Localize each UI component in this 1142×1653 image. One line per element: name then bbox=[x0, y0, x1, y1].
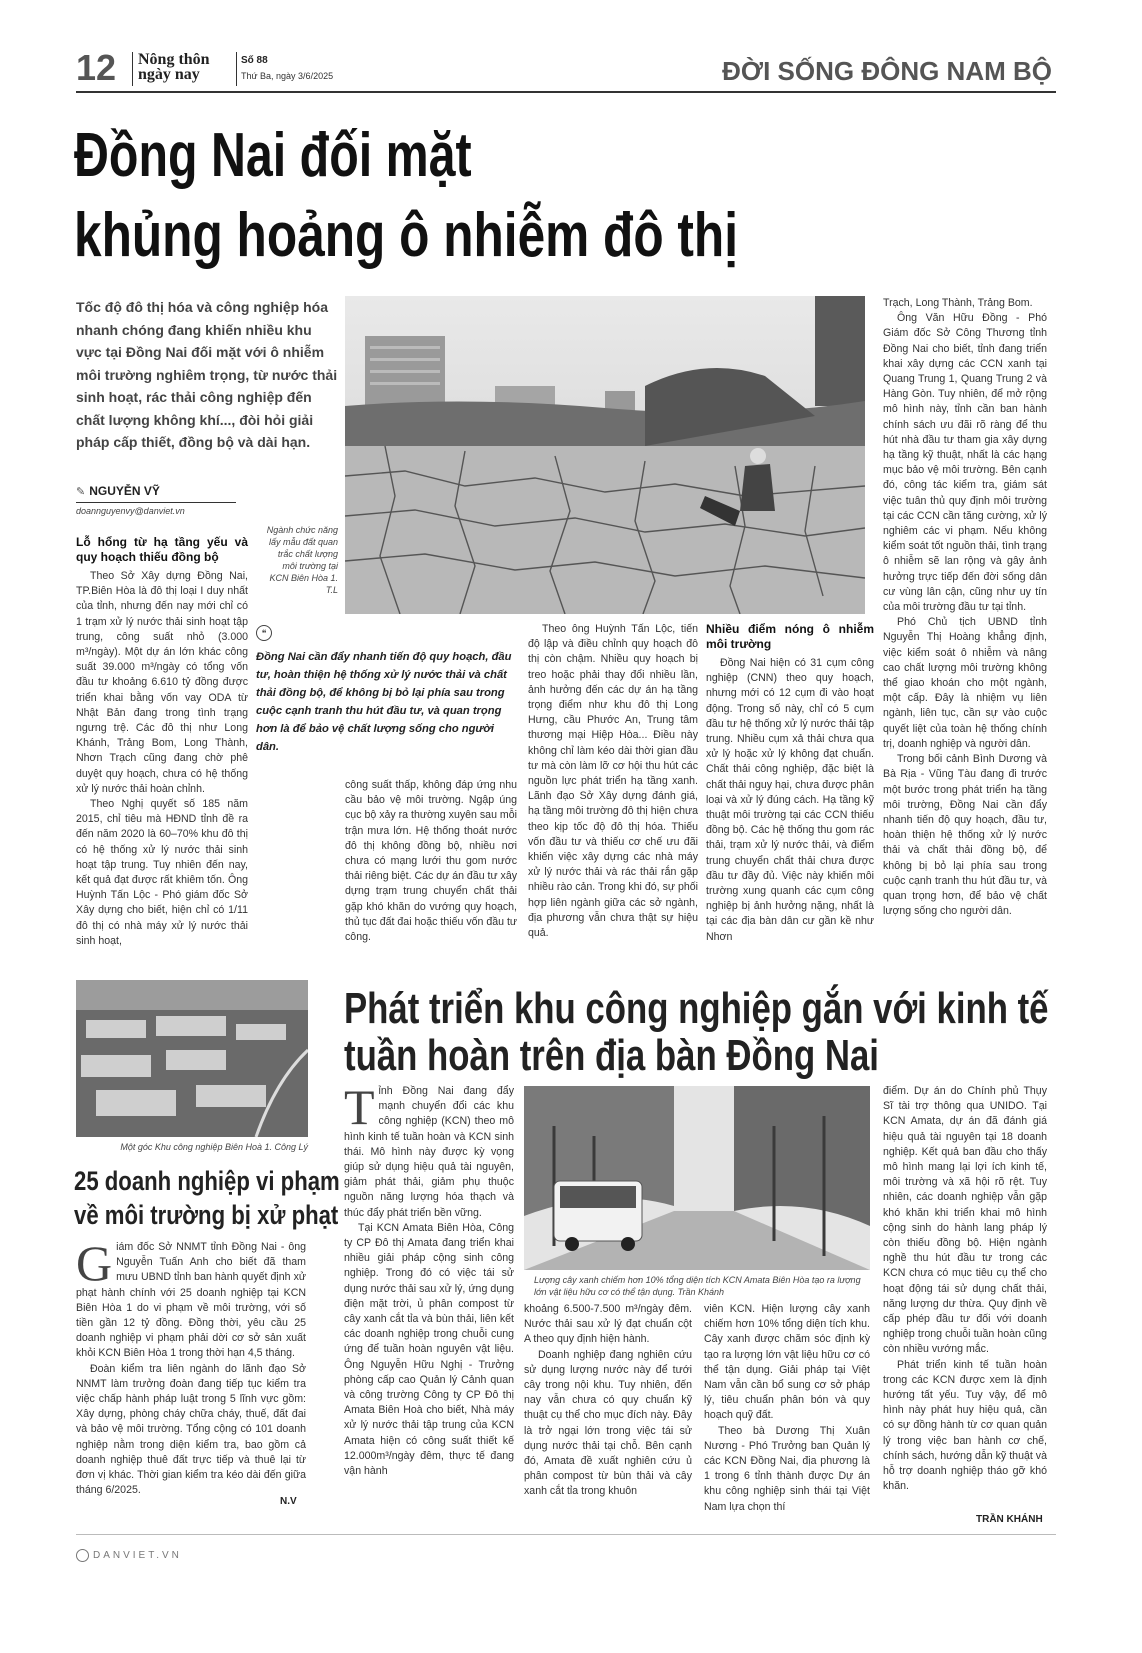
newspaper-logo: Nông thôn ngày nay bbox=[138, 51, 210, 83]
paragraph-text: iám đốc Sở NNMT tỉnh Đồng Nai - ông Nguyễn Tuấn Anh cho biết đã tham mưu UBND tỉnh ban hành quyết định xử phạt hành chính với 25 doanh nghiệp tại KCN Biên Hòa 1 do vi phạm về môi trường, với số tiền gần 12 tỷ đồng. Đồng thời, yêu cầu 25 doanh nghiệp vi phạm phải dời cơ sở sản xuất khỏi KCN Biên Hòa 1 trong thời hạn 4,5 tháng. bbox=[76, 1241, 306, 1360]
road-trees-photo bbox=[524, 1086, 870, 1270]
road-photo-caption: Lượng cây xanh chiếm hơn 10% tổng diện tích KCN Amata Biên Hòa tạo ra lượng lớn vật liệu hữu cơ có thể tận dụng. Trần Khánh bbox=[534, 1275, 861, 1297]
author-email: doannguyenvy@danviet.vn bbox=[76, 502, 236, 516]
paragraph: Trong bối cảnh Bình Dương và Bà Rịa - Vũng Tàu đang đi trước một bước trong phát triển hạ tầng môi trường, Đồng Nai cần đẩy nhanh tiến độ quy hoạch, đầu tư, hoàn thiện hệ thống xử lý nước thải và chất thải đồng bộ, để không bị bỏ lại phía sau trong cuộc cạnh tranh thu hút đầu tư, và quan trọng hơn, để bảo vệ chất lượng sống cho người dân. bbox=[883, 753, 1047, 918]
photo-illustration bbox=[76, 980, 308, 1137]
footer-rule bbox=[76, 1534, 1056, 1535]
second-headline-2: tuần hoàn trên địa bàn Đồng Nai bbox=[344, 1031, 879, 1080]
quote-icon: ❝ bbox=[256, 625, 272, 641]
author-name: NGUYỄN VỸ bbox=[89, 484, 160, 498]
footer-site-label: DANVIET.VN bbox=[93, 1549, 182, 1561]
main-column-1 bbox=[76, 535, 248, 949]
author-line bbox=[76, 482, 236, 500]
photo-illustration bbox=[524, 1086, 870, 1270]
paragraph: Theo Sở Xây dựng Đồng Nai, TP.Biên Hòa là đô thị loại I duy nhất của tỉnh, nhưng đến nay mới chỉ có 1 trạm xử lý nước thải sinh hoạt tập trung, công suất nhỏ (3.000 m³/ngày). Một dự án lớn khác công suất 39.000 m³/ngày có tổng vốn đầu tư khoảng 6.610 tỷ đồng được triển khai bằng vốn vay ODA từ Nhật Bản đang trong tình trạng ngưng trệ. Các đô thị như Long Khánh, Trảng Bom, Long Thành, Nhơn Trạch cũng đang chờ phê duyệt quy hoạch, chưa có hệ thống xử lý nước thải hoàn chỉnh. bbox=[76, 570, 248, 795]
paragraph: Phát triển kinh tế tuần hoàn trong các KCN được xem là định hướng tất yếu. Tuy vậy, để mô hình này phát huy hiệu quả, cần có sự đồng hành từ cơ quan quản lý trong việc ban hành cơ chế, chính sách, hướng dẫn kỹ thuật và hỗ trợ doanh nghiệp tháo gỡ khó khăn. bbox=[883, 1358, 1047, 1493]
second-column-3 bbox=[704, 1302, 870, 1515]
main-column-4 bbox=[706, 622, 874, 945]
paragraph-text: ỉnh Đồng Nai đang đẩy mạnh chuyển đổi các khu công nghiệp (KCN) theo mô hình kinh tế tuần hoàn và KCN sinh thái. Mô hình này được kỳ vọng giúp sử dụng hiệu quả tài nguyên, giảm phát thải, giảm phụ thuộc nguồn năng lượng hóa thạch và thúc đẩy phát triển bền vững. bbox=[344, 1085, 514, 1219]
paragraph bbox=[76, 1235, 306, 1362]
dropcap: T bbox=[344, 1079, 375, 1135]
footer-site bbox=[76, 1546, 182, 1564]
main-column-5 bbox=[883, 296, 1047, 919]
section-title: ĐỜI SỐNG ĐÔNG NAM BỘ bbox=[722, 56, 1052, 86]
globe-icon bbox=[76, 1549, 89, 1562]
paragraph: công suất thấp, không đáp ứng nhu cầu bảo vệ môi trường. Ngập úng cục bộ xảy ra thường xuyên sau mỗi trận mưa lớn. Hệ thống thoát nước đô thị không đồng bộ, nhiều nơi chưa có mạng lưới thu gom nước thải riêng biệt. Các dự án đầu tư xây dựng trạm trung chuyển chất thải gặp khó khăn do vướng quy hoạch, thủ tục đất đai hoặc thiếu vốn đầu tư công. bbox=[345, 779, 518, 944]
issue-number: Số 88 bbox=[241, 55, 268, 66]
main-photo-caption: Ngành chức năng lấy mẫu đất quan trắc chất lượng môi trường tại KCN Biên Hòa 1. T.L bbox=[266, 525, 338, 595]
header-rule bbox=[76, 91, 1056, 93]
paragraph: điểm. Dự án do Chính phủ Thụy Sĩ tài trợ thông qua UNIDO. Tại KCN Amata, dự án đã đánh giá hiệu quả tài nguyên tại 18 doanh nghiệp. Kết quả ban đầu cho thấy mô hình mang lại lợi ích kinh tế, môi trường và xã hội rõ rệt. Tuy nhiên, các doanh nghiệp vẫn gặp khó khăn khi triển khai mô hình cộng sinh do hành lang pháp lý còn thiếu đồng bộ. Hiện ngành nghề thu hút đầu tư trong các KCN chưa có mục tiêu cụ thể cho hoạt động tái sử dụng chất thải, năng lượng dư thừa. Quy định về cấp phép đầu tư đối với doanh nghiệp trong chuỗi tuần hoàn cũng còn nhiều vướng mắc. bbox=[883, 1085, 1047, 1356]
paragraph: Theo bà Dương Thị Xuân Nương - Phó Trưởng ban Quản lý các KCN Đồng Nai, địa phương là 1 trong 6 tỉnh thành được Dự án khu công nghiệp sinh thái tại Việt Nam lựa chọn thí bbox=[704, 1424, 870, 1513]
issue-date: Thứ Ba, ngày 3/6/2025 bbox=[241, 71, 334, 81]
dropcap: G bbox=[76, 1235, 113, 1291]
paragraph: Phó Chủ tịch UBND tỉnh Nguyễn Thị Hoàng khẳng định, việc kiểm soát ô nhiễm và nâng cao chất lượng môi trường không thể giao khoán cho một ngành, một cấp. Đây là nhiệm vụ liên ngành, liên tục, cần sự vào cuộc quyết liệt của toàn hệ thống chính trị, doanh nghiệp và người dân. bbox=[883, 616, 1047, 750]
paragraph: Trạch, Long Thành, Trảng Bom. bbox=[883, 297, 1033, 309]
cracked-earth-photo bbox=[345, 296, 865, 614]
main-column-2 bbox=[345, 778, 517, 945]
paragraph: Ông Văn Hữu Đồng - Phó Giám đốc Sở Công Thương tỉnh Đồng Nai cho biết, tỉnh đang triển khai xây dựng các CCN xanh tại Quang Trung 1, Quang Trung 2 và Hàng Gòn. Tuy nhiên, để mở rộng mô hình này, tỉnh cần ban hành chính sách ưu đãi rõ ràng để thu hút nhà đầu tư tham gia xây dựng hạ tầng kỹ thuật, nhất là các hạng mục bảo vệ môi trường. Bên cạnh đó, công tác kiểm tra, giám sát việc tuân thủ quy định môi trường tại các CCN cần tăng cường, xử lý nghiêm các vi phạm. Nếu không kiểm soát tốt nguồn thải, tình trạng ô nhiễm sẽ lan rộng và gây ảnh hưởng trực tiếp đến đời sống dân cư vùng lân cận, cũng như uy tín của môi trường đầu tư tại tỉnh. bbox=[883, 312, 1047, 614]
paragraph: viên KCN. Hiện lượng cây xanh chiếm hơn 10% tổng diện tích khu. Cây xanh được chăm sóc định kỳ tạo ra lượng lớn vật liệu hữu cơ có thể tận dụng. Giải pháp tại Việt Nam vẫn cần bổ sung cơ sở pháp lý, tiêu chuẩn phân bón và quy hoạch quỹ đất. bbox=[704, 1303, 870, 1422]
subheading-pollution-hotspots: Nhiều điểm nóng ô nhiễm môi trường bbox=[706, 622, 874, 651]
sidebar-body bbox=[76, 1235, 306, 1498]
second-column-1 bbox=[344, 1079, 514, 1479]
paragraph: Theo Nghị quyết số 185 năm 2015, chỉ tiêu mà HĐND tỉnh đề ra đến năm 2020 là 60–70% khu đô thị có hệ thống xử lý nước thải sinh hoạt tập trung. Tuy nhiên đến nay, kết quả đạt được rất khiêm tốn. Ông Huỳnh Tấn Lộc - Phó giám đốc Sở Xây dựng cho biết, hiện chỉ có 1/11 đô thị có nhà máy xử lý nước thải sinh hoạt, bbox=[76, 798, 248, 947]
photo-illustration bbox=[345, 296, 865, 614]
pull-quote: Đồng Nai cần đẩy nhanh tiến độ quy hoạch, đầu tư, hoàn thiện hệ thống xử lý nước thải và chất thải đồng bộ, để không bị bỏ lại phía sau trong cuộc cạnh tranh thu hút đầu tư, và quan trọng hơn là để bảo vệ chất lượng sống cho người dân. bbox=[256, 651, 512, 753]
second-signature: TRẦN KHÁNH bbox=[976, 1514, 1043, 1525]
sidebar-headline-2: về môi trường bị xử phạt bbox=[74, 1200, 339, 1230]
paragraph: Tại KCN Amata Biên Hòa, Công ty CP Đô thị Amata đang triển khai nhiều giải pháp cộng sinh công nghiệp. Trong đó có việc tái sử dụng nước thải sau xử lý, ứng dụng điện mặt trời, ủ phân compost từ cây xanh cắt tỉa và bùn thải, liên kết các doanh nghiệp trong chuỗi cung ứng để tuần hoàn nguyên vật liệu. Ông Nguyễn Hữu Nghị - Trưởng phòng cấp cao Quản lý Cảnh quan và công trường Công ty CP Đô thị Amata Biên Hoà cho biết, Nhà máy xử lý nước thải tập trung của KCN Amata hiện có công suất thiết kế 12.000m³/ngày đêm, thực tế đang vận hành bbox=[344, 1221, 514, 1478]
header-divider bbox=[236, 52, 237, 86]
headline-line-1: Đồng Nai đối mặt bbox=[74, 121, 472, 190]
main-column-3 bbox=[528, 622, 698, 941]
paragraph: khoảng 6.500-7.500 m³/ngày đêm. Nước thải sau xử lý đạt chuẩn cột A theo quy định hiện hành. bbox=[524, 1303, 692, 1346]
paragraph: Doanh nghiệp đang nghiên cứu sử dụng lượng nước này để tưới cây trong nội khu. Tuy nhiên, đến nay vẫn chưa có quy chuẩn kỹ thuật cụ thể cho mục đích này. Đây là trở ngại lớn trong việc tái sử dụng nước thải tại chỗ. Bên cạnh đó, Amata đề xuất nghiên cứu ủ phân compost từ bùn thải và cây xanh cắt tỉa trong khuôn bbox=[524, 1348, 692, 1498]
page-number: 12 bbox=[76, 47, 117, 88]
sidebar-headline-1: 25 doanh nghiệp vi phạm bbox=[74, 1166, 340, 1196]
second-column-4 bbox=[883, 1084, 1047, 1494]
sidebar-signature: N.V bbox=[280, 1496, 297, 1507]
paragraph: Đoàn kiểm tra liên ngành do lãnh đạo Sở NNMT làm trưởng đoàn đang tiếp tục kiểm tra việc chấp hành pháp luật trong 5 lĩnh vực gồm: Xây dựng, phòng cháy chữa cháy, thuế, đất đai và bảo vệ môi trường. Tổng cộng có 101 doanh nghiệp nằm trong diện kiểm tra, bao gồm cả doanh nghiệp thuê đất trực tiếp và thuê lại từ đơn vị khác. Thời gian kiểm tra kéo dài đến giữa tháng 6/2025. bbox=[76, 1362, 306, 1497]
paragraph: Đồng Nai hiện có 31 cụm công nghiệp (CNN) theo quy hoạch, nhưng mới có 12 cụm đi vào hoạt động. Trong số này, chỉ có 5 cụm đầu tư hệ thống xử lý nước thải tập trung. Nhiều cụm xả thải chưa qua xử lý hoặc xử lý không đạt chuẩn. Chất thải công nghiệp, đặc biệt là chất thải nguy hại, chưa được phân loại và xử lý đúng cách. Hạ tầng kỹ thuật môi trường tại các CCN thiếu đồng bộ. Các hệ thống thu gom rác thải, trạm xử lý nước thải, và điểm trung chuyển chất thải chưa được đầu tư đầy đủ. Việc này khiến môi trường xung quanh các cụm công nghiệp bị ảnh hưởng nặng, nhất là tại các địa bàn dân cư gần kề như Nhơn bbox=[706, 657, 874, 943]
second-column-2 bbox=[524, 1302, 692, 1500]
paragraph bbox=[344, 1079, 514, 1221]
subheading-infrastructure: Lỗ hổng từ hạ tầng yếu và quy hoạch thiếu đồng bộ bbox=[76, 535, 248, 564]
second-headline-1: Phát triển khu công nghiệp gắn với kinh tế bbox=[344, 984, 1049, 1033]
headline-line-2: khủng hoảng ô nhiễm đô thị bbox=[74, 201, 739, 270]
sidebar-photo-caption: Một góc Khu công nghiệp Biên Hoà 1. Công Lý bbox=[120, 1142, 308, 1152]
header-divider bbox=[132, 52, 133, 86]
article-lead: Tốc độ đô thị hóa và công nghiệp hóa nhanh chóng đang khiến nhiều khu vực tại Đồng Nai đối mặt với ô nhiễm môi trường nghiêm trọng, từ nước thải sinh hoạt, rác thải công nghiệp đến chất lượng không khí..., đòi hỏi giải pháp cấp thiết, đồng bộ và dài hạn. bbox=[76, 299, 338, 450]
pen-icon: ✎ bbox=[76, 486, 86, 498]
industrial-park-photo bbox=[76, 980, 308, 1137]
paragraph: Theo ông Huỳnh Tấn Lộc, tiến độ lập và điều chỉnh quy hoạch đô thị còn chậm. Nhiều quy hoạch bị treo hoặc phải thay đổi nhiều lần, ảnh hưởng đến các dự án hạ tầng trọng điểm như khu đô thị Long Hưng, cầu Phước An, Trung tâm thương mại Hiệp Hòa... Điều này không chỉ làm kéo dài thời gian đầu tư mà còn làm lỡ cơ hội thu hút các nguồn lực phát triển hạ tầng xanh. Lãnh đạo Sở Xây dựng đánh giá, hạ tầng môi trường đô thị hiện chưa theo kịp tốc độ đô thị hóa. Thiếu vốn đầu tư và thiếu cơ chế ưu đãi khiến việc xây dựng các nhà máy xử lý nước thải và rác thải rắn gặp nhiều rào cản. Trong khi đó, sự phối hợp liên ngành giữa các sở ngành, địa phương vẫn chưa thật sự hiệu quả. bbox=[528, 623, 698, 940]
